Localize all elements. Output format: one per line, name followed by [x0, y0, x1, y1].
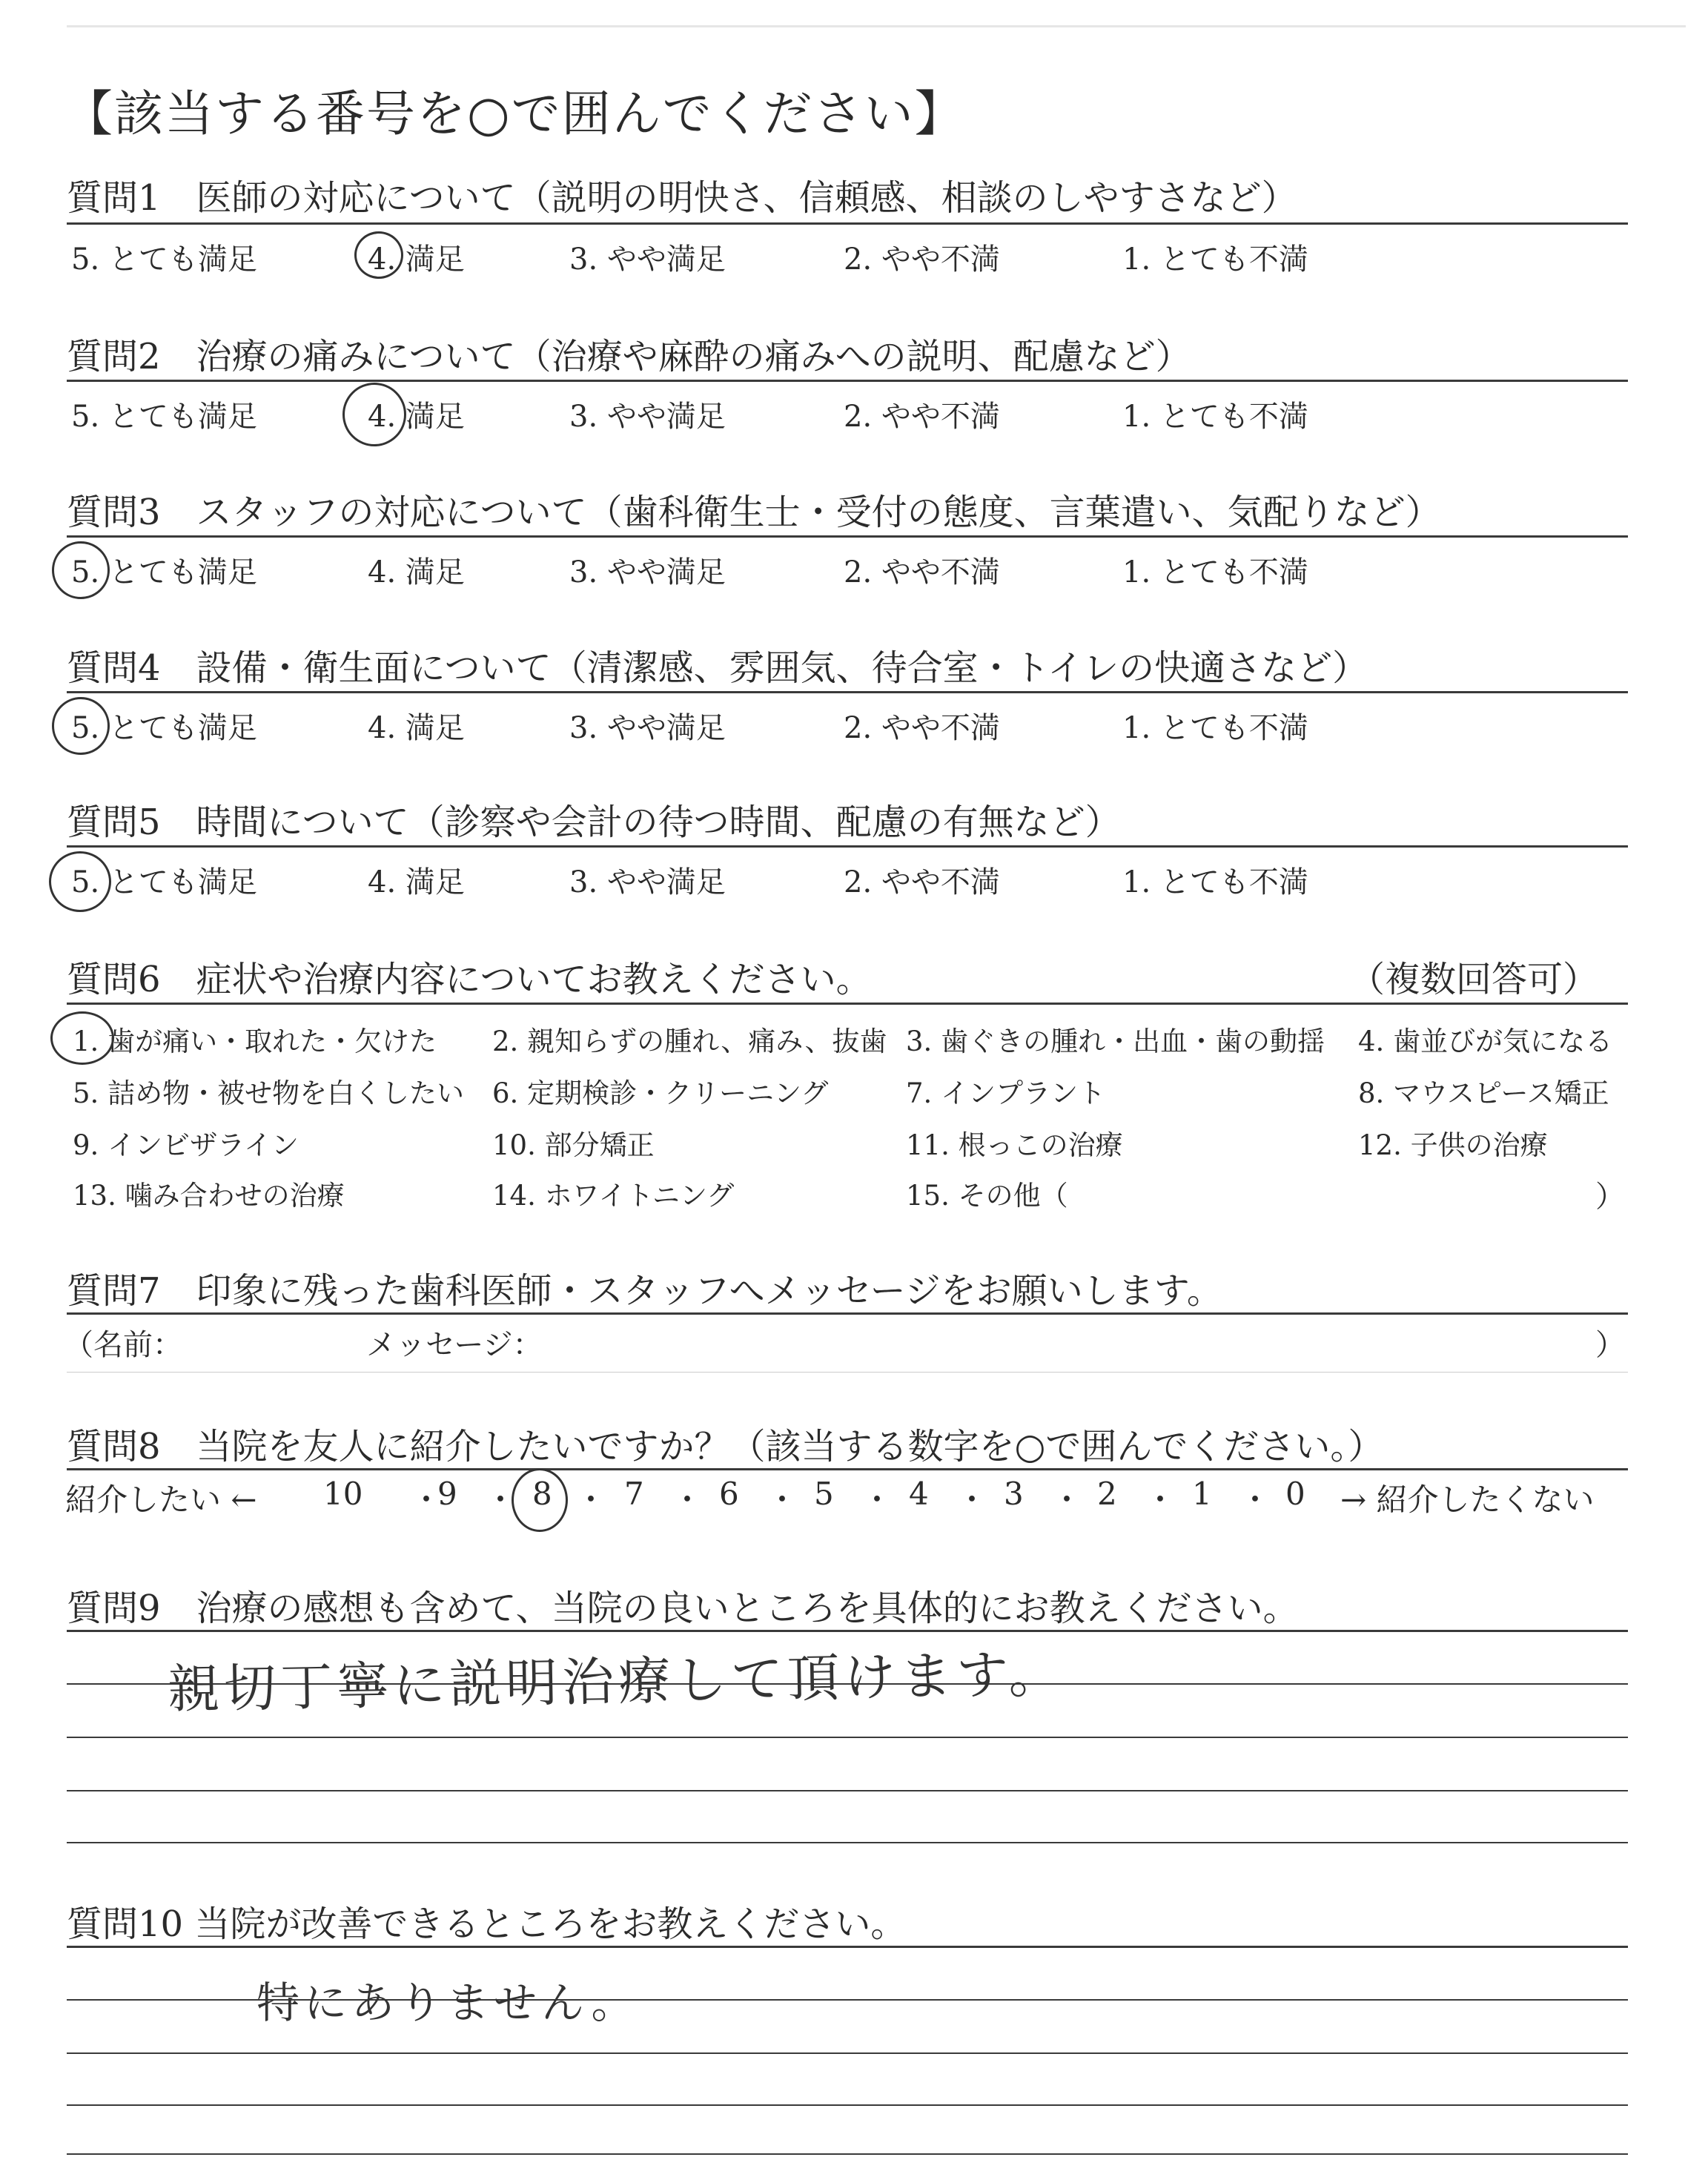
q8-scale-4[interactable]: 4 [909, 1476, 929, 1512]
q1-selection-circle [354, 231, 403, 279]
q5-option-2[interactable]: 2. やや不満 [844, 865, 1000, 899]
q8-scale-5[interactable]: 5 [814, 1476, 834, 1512]
q8-dot: ・ [411, 1482, 443, 1518]
q1-option-2[interactable]: 2. やや不満 [844, 242, 1000, 277]
q1-option-4[interactable]: 4. 満足 [368, 242, 465, 277]
q7-close-paren: ） [1595, 1328, 1625, 1362]
q8-dot: ・ [1239, 1482, 1271, 1518]
q6-option-1[interactable]: 1. 歯が痛い・取れた・欠けた [73, 1025, 437, 1057]
q8-selection-circle [512, 1468, 568, 1532]
q6-option-10[interactable]: 10. 部分矯正 [492, 1129, 655, 1161]
q10-answer-line-2 [67, 2052, 1628, 2054]
q6-option-6[interactable]: 6. 定期検診・クリーニング [492, 1077, 829, 1109]
q8-scale-2[interactable]: 2 [1097, 1476, 1117, 1512]
q8-left-label: 紹介したい ← [65, 1482, 257, 1518]
q4-option-3[interactable]: 3. やや満足 [569, 711, 726, 745]
question-2-rule [67, 380, 1628, 382]
q10-answer-line-3 [67, 2104, 1628, 2106]
q6-option-14[interactable]: 14. ホワイトニング [492, 1180, 735, 1212]
q1-option-5[interactable]: 5. とても満足 [71, 242, 257, 277]
q1-option-3[interactable]: 3. やや満足 [569, 242, 726, 277]
q6-selection-circle [50, 1011, 114, 1065]
q2-selection-circle [342, 383, 406, 446]
q8-scale-1[interactable]: 1 [1192, 1476, 1212, 1512]
q6-option-7[interactable]: 7. インプラント [906, 1077, 1106, 1109]
q9-answer-line-2 [67, 1737, 1628, 1738]
question-6-title: 質問6 症状や治療内容についてお教えください。 [67, 959, 872, 1000]
q8-dot: ・ [485, 1482, 517, 1518]
q5-option-1[interactable]: 1. とても不満 [1122, 865, 1308, 899]
question-8-title: 質問8 当院を友人に紹介したいですか？（該当する数字を○で囲んでください。） [67, 1426, 1384, 1467]
q3-option-3[interactable]: 3. やや満足 [569, 555, 726, 589]
q8-dot: ・ [575, 1482, 607, 1518]
question-4-rule [67, 691, 1628, 693]
q8-dot: ・ [956, 1482, 988, 1518]
q5-option-3[interactable]: 3. やや満足 [569, 865, 726, 899]
q8-dot: ・ [767, 1482, 798, 1518]
top-border [67, 25, 1686, 27]
question-6-rule [67, 1003, 1628, 1005]
q3-option-1[interactable]: 1. とても不満 [1122, 555, 1308, 589]
q6-option-11[interactable]: 11. 根っこの治療 [906, 1129, 1123, 1161]
q4-selection-circle [52, 697, 110, 755]
q4-option-4[interactable]: 4. 満足 [368, 711, 465, 745]
q10-rule [67, 1946, 1628, 1948]
q8-dot: ・ [1145, 1482, 1176, 1518]
question-6-note: （複数回答可） [1348, 959, 1598, 1000]
q6-other-close-paren: ） [1595, 1180, 1625, 1214]
q8-scale-8[interactable]: 8 [532, 1476, 552, 1512]
question-1-title: 質問1 医師の対応について（説明の明快さ、信頼感、相談のしやすさなど） [67, 177, 1297, 219]
q3-selection-circle [52, 541, 110, 599]
q6-option-12[interactable]: 12. 子供の治療 [1358, 1129, 1548, 1161]
q10-answer-line-4 [67, 2153, 1628, 2155]
question-10-title: 質問10 当院が改善できるところをお教えください。 [67, 1903, 907, 1945]
q6-option-2[interactable]: 2. 親知らずの腫れ、痛み、抜歯 [492, 1025, 887, 1057]
q8-right-label: → 紹介したくない [1340, 1482, 1595, 1518]
q2-option-3[interactable]: 3. やや満足 [569, 400, 726, 434]
q8-scale-6[interactable]: 6 [719, 1476, 739, 1512]
q5-option-5[interactable]: 5. とても満足 [71, 865, 257, 899]
question-2-title: 質問2 治療の痛みについて（治療や麻酔の痛みへの説明、配慮など） [67, 336, 1191, 377]
q5-selection-circle [49, 851, 111, 912]
q1-option-1[interactable]: 1. とても不満 [1122, 242, 1308, 277]
q9-handwritten-answer: 親切丁寧に説明治療して頂けます。 [167, 1643, 1066, 1720]
q8-dot: ・ [1051, 1482, 1083, 1518]
question-4-title: 質問4 設備・衛生面について（清潔感、雰囲気、待合室・トイレの快適さなど） [67, 647, 1368, 689]
q8-scale-3[interactable]: 3 [1004, 1476, 1024, 1512]
q6-option-8[interactable]: 8. マウスピース矯正 [1358, 1077, 1609, 1109]
q4-option-2[interactable]: 2. やや不満 [844, 711, 1000, 745]
q9-rule [67, 1630, 1628, 1632]
q7-answer-line [67, 1372, 1628, 1373]
q6-option-3[interactable]: 3. 歯ぐきの腫れ・出血・歯の動揺 [906, 1025, 1325, 1057]
q4-option-5[interactable]: 5. とても満足 [71, 711, 257, 745]
q9-answer-line-3 [67, 1790, 1628, 1791]
question-7-title: 質問7 印象に残った歯科医師・スタッフへメッセージをお願いします。 [67, 1270, 1222, 1312]
q4-option-1[interactable]: 1. とても不満 [1122, 711, 1308, 745]
q8-scale-0[interactable]: 0 [1285, 1476, 1305, 1512]
q2-option-5[interactable]: 5. とても満足 [71, 400, 257, 434]
question-5-title: 質問5 時間について（診察や会計の待つ時間、配慮の有無など） [67, 802, 1121, 843]
question-9-title: 質問9 治療の感想も含めて、当院の良いところを具体的にお教えください。 [67, 1588, 1299, 1629]
question-3-title: 質問3 スタッフの対応について（歯科衛生士・受付の態度、言葉遣い、気配りなど） [67, 492, 1441, 533]
question-7-rule [67, 1312, 1628, 1315]
q6-option-15[interactable]: 15. その他（ [906, 1180, 1068, 1212]
q3-option-2[interactable]: 2. やや不満 [844, 555, 1000, 589]
question-5-rule [67, 845, 1628, 848]
question-8-rule [67, 1468, 1628, 1470]
q6-option-13[interactable]: 13. 噛み合わせの治療 [73, 1180, 345, 1212]
q8-scale-9[interactable]: 9 [437, 1476, 457, 1512]
q7-name-label: （名前： [64, 1328, 182, 1362]
q8-scale-7[interactable]: 7 [624, 1476, 644, 1512]
question-3-rule [67, 535, 1628, 538]
q2-option-1[interactable]: 1. とても不満 [1122, 400, 1308, 434]
q6-option-5[interactable]: 5. 詰め物・被せ物を白くしたい [73, 1077, 465, 1109]
q8-dot: ・ [861, 1482, 893, 1518]
q7-message-label: メッセージ： [366, 1328, 543, 1362]
q5-option-4[interactable]: 4. 満足 [368, 865, 465, 899]
q3-option-4[interactable]: 4. 満足 [368, 555, 465, 589]
q8-scale-10[interactable]: 10 [323, 1476, 363, 1512]
q6-option-9[interactable]: 9. インビザライン [73, 1129, 299, 1161]
page-header: 【該当する番号を○で囲んでください】 [64, 85, 965, 142]
q10-handwritten-answer: 特にありません。 [256, 1978, 639, 2028]
q2-option-2[interactable]: 2. やや不満 [844, 400, 1000, 434]
q9-answer-line-4 [67, 1842, 1628, 1843]
q3-option-5[interactable]: 5. とても満足 [71, 555, 257, 589]
q2-option-4[interactable]: 4. 満足 [368, 400, 465, 434]
q8-dot: ・ [672, 1482, 704, 1518]
question-1-rule [67, 222, 1628, 225]
q6-option-4[interactable]: 4. 歯並びが気になる [1358, 1025, 1613, 1057]
